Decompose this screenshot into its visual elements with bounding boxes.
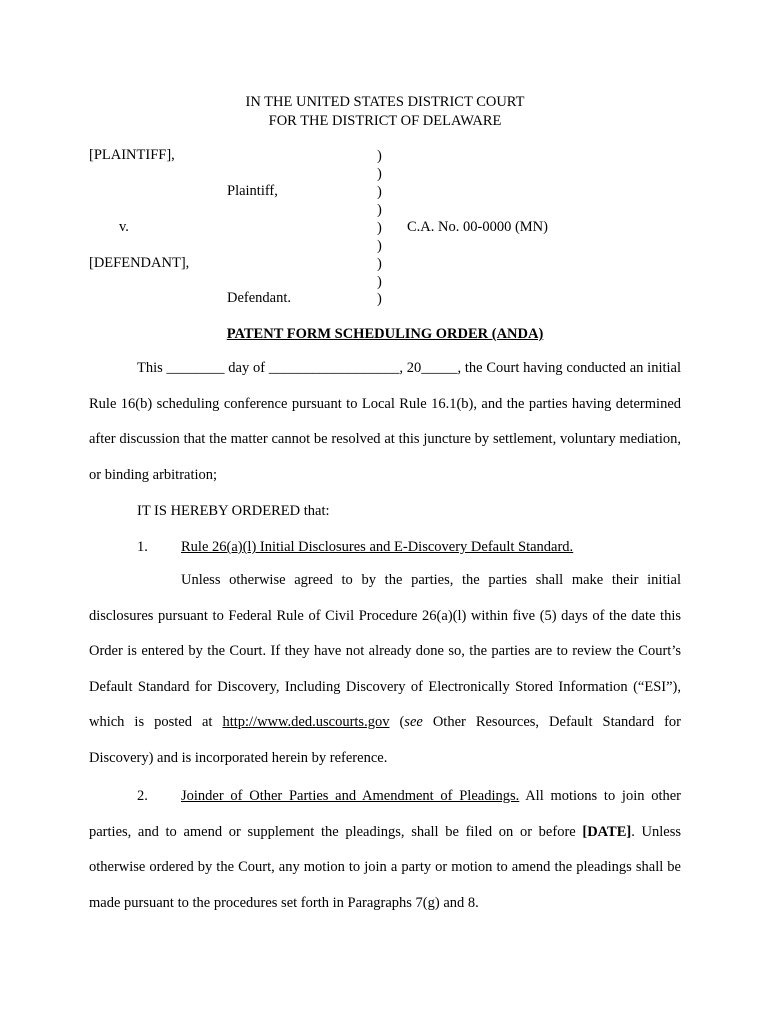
defendant-role: Defendant. <box>227 290 292 306</box>
intro-day-of: day of <box>224 360 269 376</box>
document-title: PATENT FORM SCHEDULING ORDER (ANDA) <box>226 326 544 342</box>
caption-paren: ) <box>377 274 382 290</box>
court-name-line-2: FOR THE DISTRICT OF DELAWARE <box>268 113 502 129</box>
blank-day: ________ <box>166 360 225 376</box>
caption-paren: ) <box>377 148 382 164</box>
section-1-paren: ( <box>389 714 405 731</box>
caption-paren: ) <box>377 220 382 236</box>
caption-paren: ) <box>377 291 382 307</box>
defendant-name: [DEFENDANT], <box>89 255 190 271</box>
court-name-line-1: IN THE UNITED STATES DISTRICT COURT <box>245 94 525 110</box>
caption-paren: ) <box>377 184 382 200</box>
intro-year-prefix: , 20 <box>399 360 422 376</box>
intro-rest: , the Court having conducted an initial Rule 16(b) scheduling conference pursuant to Local Rule 16.1(b), and the parties having determined after discussion that the matter cannot be resolved at this juncture by settlement, voluntary mediation, or binding arbitration; <box>89 360 682 483</box>
section-2-body <box>89 779 681 921</box>
section-number: 2. <box>137 788 148 804</box>
versus-label: v. <box>119 219 129 235</box>
section-heading: Rule 26(a)(l) Initial Disclosures and E-Discovery Default Standard. <box>181 539 574 555</box>
section-2-text-end: . Unless otherwise ordered by the Court, any motion to join a party or motion to amend the pleadings shall be made pursuant to the procedures set forth in Paragraphs 7(g) and 8. <box>89 823 681 911</box>
blank-month: __________________ <box>268 360 400 376</box>
caption-paren: ) <box>377 202 382 218</box>
caption-paren: ) <box>377 238 382 254</box>
section-2-text: All motions to join other parties, and to amend or supplement the pleadings, shall be filed on or before <box>89 788 681 840</box>
caption-paren: ) <box>377 256 382 272</box>
section-1-text: Unless otherwise agreed to by the parties, the parties shall make their initial disclosures pursuant to Federal Rule of Civil Procedure 26(a)(l) within five (5) days of the date this Order is entered by the Court. If they have not already done so, the parties are to review the Court’s Default Standard for Discovery, Including Discovery of Electronically Stored Information (“ESI”), which is posted at <box>89 572 681 731</box>
see-signal: see <box>404 714 423 731</box>
section-number: 1. <box>137 539 148 555</box>
section-heading: Joinder of Other Parties and Amendment of Pleadings. <box>181 788 520 804</box>
blank-year: _____ <box>421 360 458 376</box>
intro-this: This <box>137 360 163 376</box>
ordered-line: IT IS HEREBY ORDERED that: <box>137 503 330 519</box>
caption-paren: ) <box>377 166 382 182</box>
plaintiff-role: Plaintiff, <box>227 183 278 199</box>
intro-paragraph <box>89 351 681 493</box>
section-1-body <box>89 563 681 777</box>
section-1-text-end: Other Resources, Default Standard for Discovery) and is incorporated herein by reference. <box>89 714 681 766</box>
court-website-link[interactable]: http://www.ded.uscourts.gov <box>222 714 390 731</box>
deadline-date: [DATE] <box>582 823 632 840</box>
case-number: C.A. No. 00-0000 (MN) <box>407 219 548 235</box>
plaintiff-name: [PLAINTIFF], <box>89 147 175 163</box>
